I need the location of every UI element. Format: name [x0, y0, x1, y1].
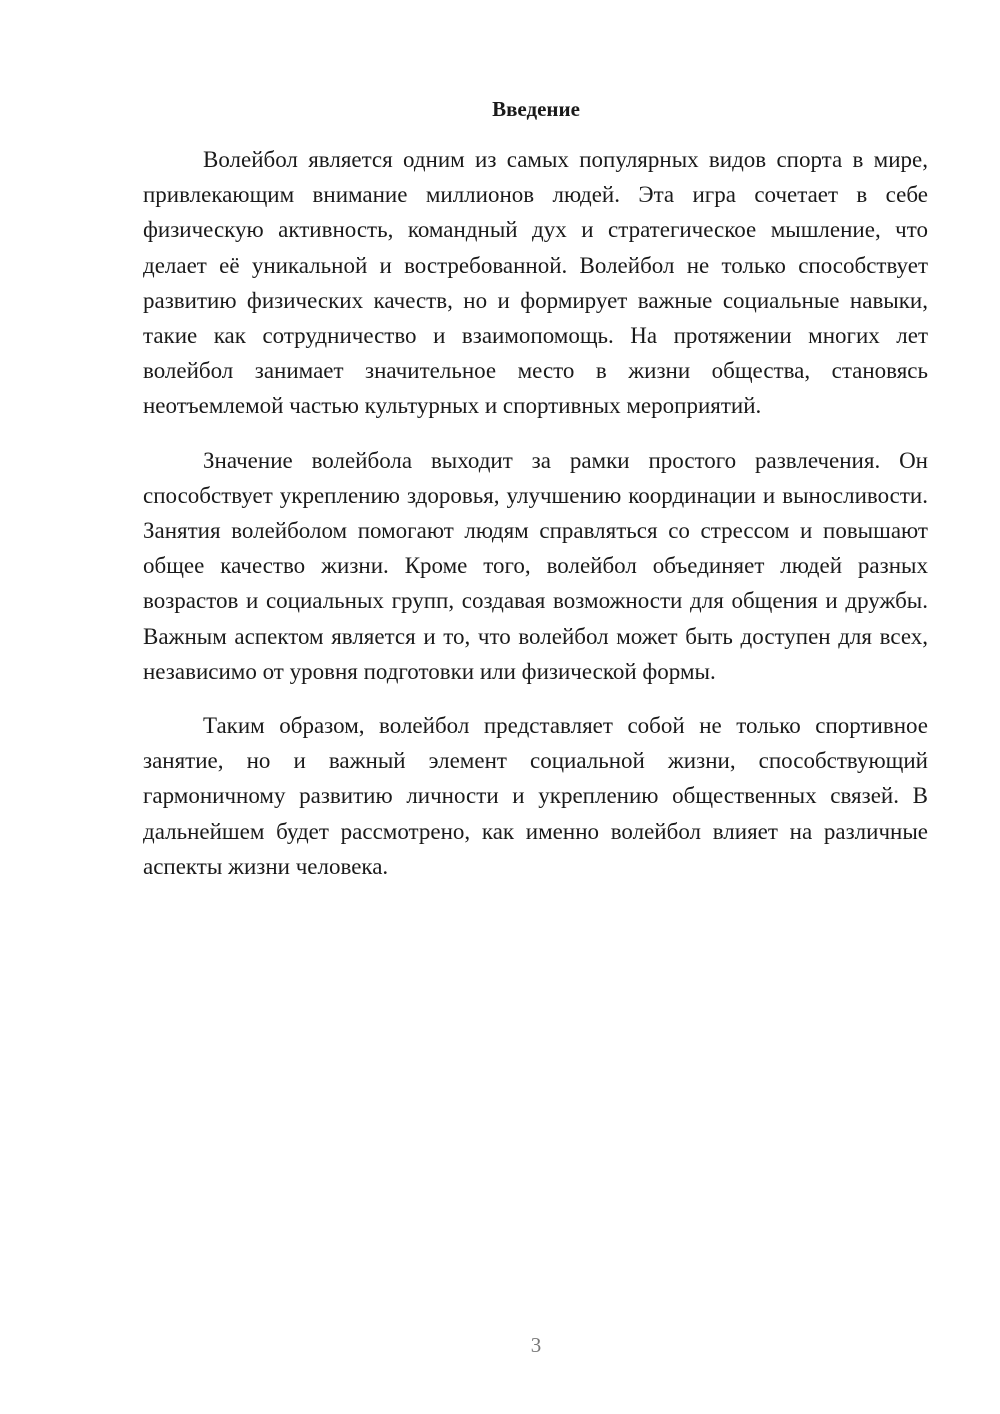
- paragraph-2: Значение волейбола выходит за рамки простого развлечения. Он способствует укреплению здоровья, улучшению координации и выносливости. Занятия волейболом помогают людям справляться со стрессом и повышают общее качество жизни. Кроме того, волейбол объединяет людей разных возрастов и социальных групп, создавая возможности для общения и дружбы. Важным аспектом является и то, что волейбол может быть доступен для всех, независимо от уровня подготовки или физической формы.: [143, 447, 928, 684]
- paragraph-1: Волейбол является одним из самых популярных видов спорта в мире, привлекающим внимание миллионов людей. Эта игра сочетает в себе физическую активность, командный дух и стратегическое мышление, что делает её уникальной и востребованной. Волейбол не только способствует развитию физических качеств, но и формирует важные социальные навыки, такие как сотрудничество и взаимопомощь. На протяжении многих лет волейбол занимает значительное место в жизни общества, становясь неотъемлемой частью культурных и спортивных мероприятий.: [143, 147, 928, 419]
- body-text: [143, 142, 928, 903]
- paragraph-3: Таким образом, волейбол представляет собой не только спортивное занятие, но и важный элемент социальной жизни, способствующий гармоничному развитию личности и укреплению общественных связей. В дальнейшем будет рассмотрено, как именно волейбол влияет на различные аспекты жизни человека.: [143, 713, 928, 879]
- page-number: 3: [530, 1333, 542, 1357]
- section-heading: Введение: [492, 97, 580, 121]
